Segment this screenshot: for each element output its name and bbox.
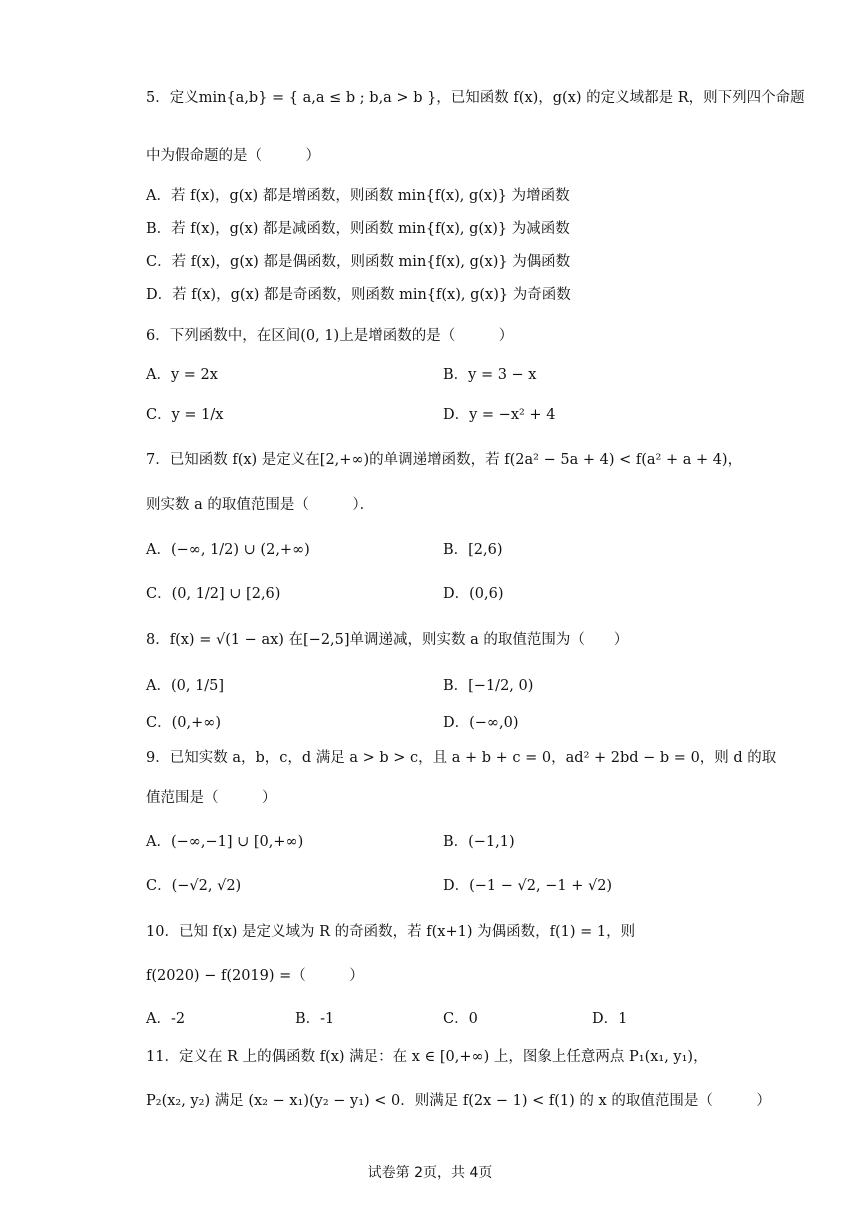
q8-option-c: C．(0,+∞)	[146, 715, 221, 731]
q6-option-c: C．y = 1/x	[146, 407, 224, 423]
q7-stem-line2: 则实数 a 的取值范围是（ ）．	[146, 497, 375, 513]
q6-option-d: D．y = −x² + 4	[443, 407, 556, 423]
q10-option-a: A．-2	[146, 1011, 186, 1027]
q9-stem-line1: 9．已知实数 a，b，c，d 满足 a > b > c，且 a + b + c = 0，ad² + 2bd − b = 0，则 d 的取	[146, 750, 777, 766]
q10-option-c: C．0	[443, 1011, 478, 1027]
q9-option-d: D．(−1 − √2, −1 + √2)	[443, 878, 613, 894]
q8-stem: 8．f(x) = √(1 − ax) 在[−2,5]单调递减，则实数 a 的取值范围为（ ）	[146, 632, 629, 648]
q5-option-a: A．若 f(x)，g(x) 都是增函数，则函数 min{f(x), g(x)} 为增函数	[146, 188, 570, 204]
page-footer: 试卷第 2页，共 4页	[367, 1165, 493, 1181]
q10-option-d: D．1	[592, 1011, 628, 1027]
q9-option-b: B．(−1,1)	[443, 834, 515, 850]
q10-stem-line2: f(2020) − f(2019) =（ ）	[146, 968, 364, 984]
q7-stem-line1: 7．已知函数 f(x) 是定义在[2,+∞)的单调递增函数，若 f(2a² − 5a + 4) < f(a² + a + 4)，	[146, 452, 743, 468]
q7-option-d: D．(0,6)	[443, 586, 504, 602]
q8-option-a: A．(0, 1/5]	[146, 678, 225, 694]
q9-stem-line2: 值范围是（ ）	[146, 790, 277, 806]
q7-option-c: C．(0, 1/2] ∪ [2,6)	[146, 586, 281, 602]
q6-option-b: B．y = 3 − x	[443, 367, 537, 383]
q5-option-b: B．若 f(x)，g(x) 都是减函数，则函数 min{f(x), g(x)} 为减函数	[146, 221, 570, 237]
q6-option-a: A．y = 2x	[146, 367, 218, 383]
q5-option-c: C．若 f(x)，g(x) 都是偶函数，则函数 min{f(x), g(x)} 为偶函数	[146, 254, 571, 270]
q5-stem-line2: 中为假命题的是（ ）	[146, 148, 320, 164]
q11-stem-line2: P₂(x₂, y₂) 满足 (x₂ − x₁)(y₂ − y₁) < 0．则满足 f(2x − 1) < f(1) 的 x 的取值范围是（ ）	[146, 1093, 771, 1109]
q10-stem-line1: 10．已知 f(x) 是定义域为 R 的奇函数，若 f(x+1) 为偶函数，f(1) = 1，则	[146, 924, 636, 940]
q5-option-d: D．若 f(x)，g(x) 都是奇函数，则函数 min{f(x), g(x)} 为奇函数	[146, 287, 571, 303]
q7-option-b: B．[2,6)	[443, 542, 503, 558]
q6-stem: 6．下列函数中，在区间(0, 1)上是增函数的是（ ）	[146, 328, 514, 344]
q7-option-a: A．(−∞, 1/2) ∪ (2,+∞)	[146, 542, 310, 558]
q9-option-c: C．(−√2, √2)	[146, 878, 242, 894]
q5-stem-line1: 5．定义min{a,b} = { a,a ≤ b ; b,a > b }，已知函数 f(x)，g(x) 的定义域都是 R，则下列四个命题	[146, 90, 805, 106]
q8-option-b: B．[−1/2, 0)	[443, 678, 534, 694]
q11-stem-line1: 11．定义在 R 上的偶函数 f(x) 满足：在 x ∈ [0,+∞) 上，图象上任意两点 P₁(x₁, y₁)，	[146, 1049, 708, 1065]
q10-option-b: B．-1	[295, 1011, 335, 1027]
q8-option-d: D．(−∞,0)	[443, 715, 519, 731]
q9-option-a: A．(−∞,−1] ∪ [0,+∞)	[146, 834, 304, 850]
